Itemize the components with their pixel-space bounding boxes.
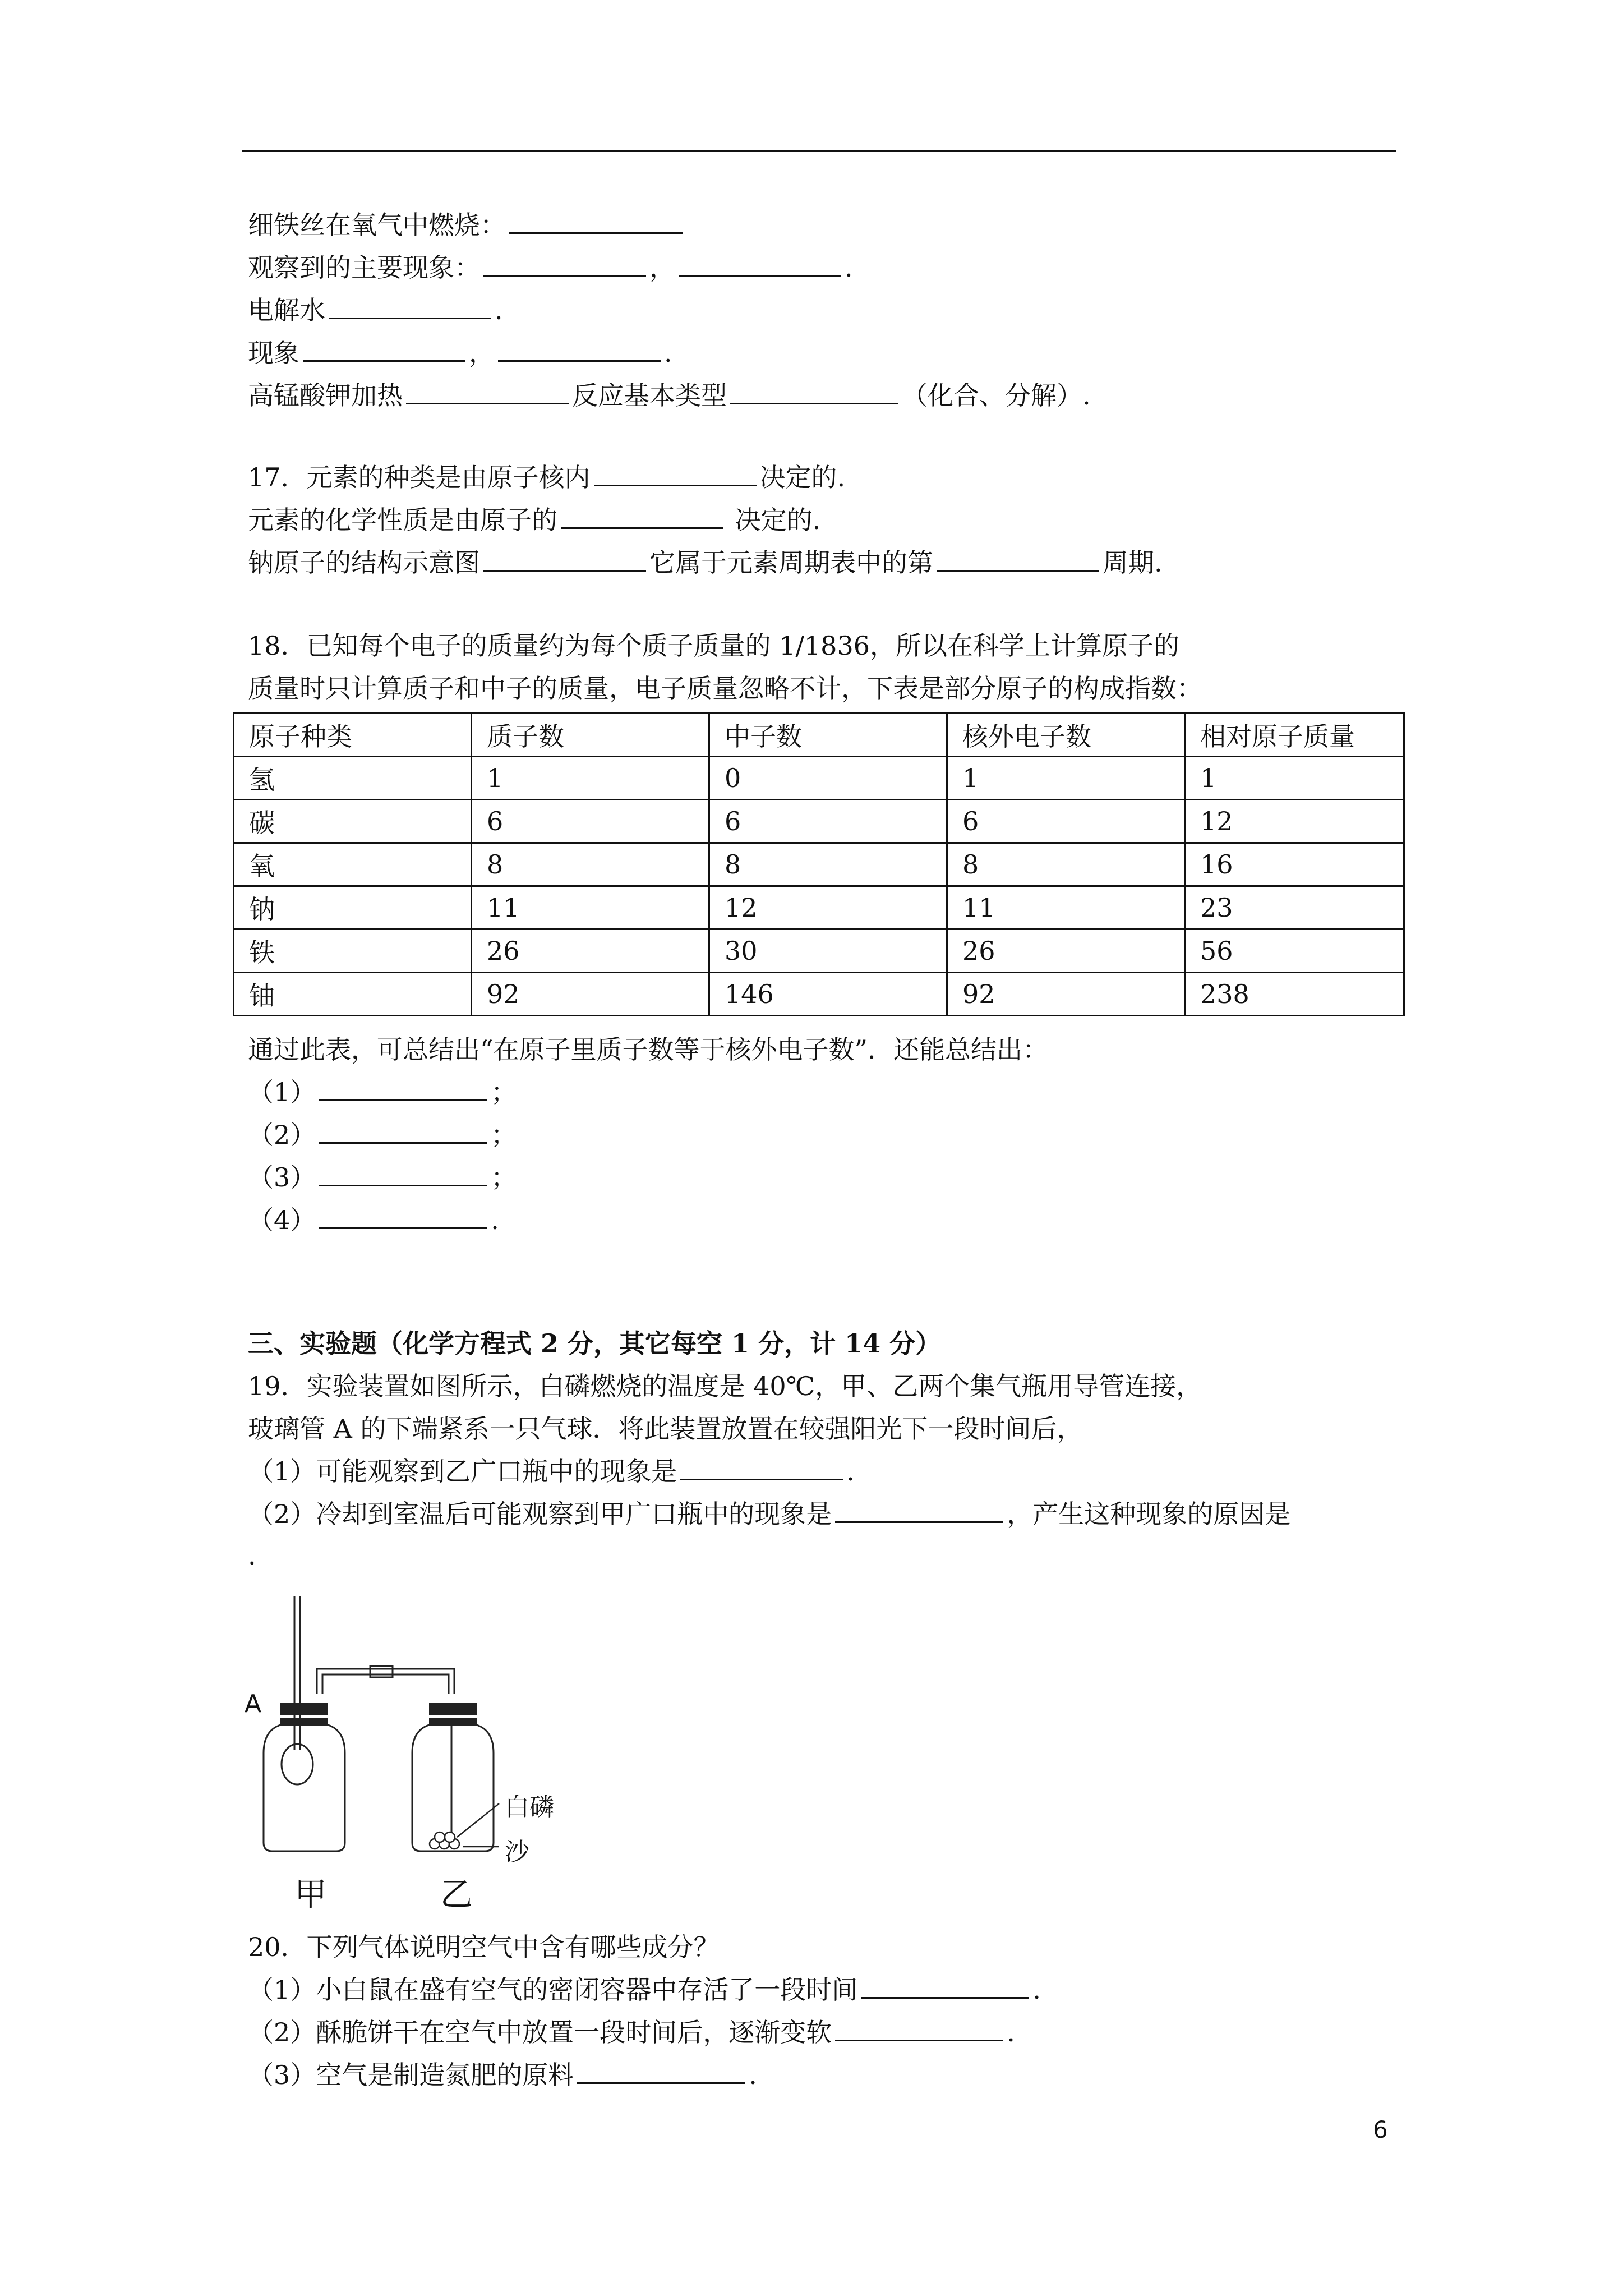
q18-item-3: （3） ； [248, 1160, 517, 1195]
q18-item-1: （1） ； [248, 1075, 517, 1110]
balloon [282, 1744, 313, 1784]
table-cell: 26 [472, 930, 709, 973]
answer-blank[interactable] [483, 545, 646, 572]
white-phosphorus [430, 1832, 459, 1849]
q17-line3: 钠原子的结构示意图 它属于元素周期表中的第 周期. [248, 545, 1163, 580]
answer-blank[interactable] [594, 460, 757, 486]
label-jia: 甲 [294, 1875, 328, 1913]
table-cell: 钠 [234, 886, 472, 930]
line-observe: 观察到的主要现象： ， . [248, 250, 853, 285]
header-cell: 相对原子质量 [1185, 714, 1404, 757]
table-cell: 11 [472, 886, 709, 930]
answer-blank[interactable] [303, 335, 465, 362]
table-cell: 1 [472, 757, 709, 800]
line-kmno4: 高锰酸钾加热 反应基本类型 （化合、分解）. [248, 378, 1091, 413]
table-row [234, 930, 1404, 973]
answer-blank[interactable] [937, 545, 1099, 572]
table-row [234, 843, 1404, 886]
table-cell: 146 [709, 973, 947, 1016]
bottle-jia [264, 1725, 345, 1851]
q20-sub3: （3）空气是制造氮肥的原料 . [248, 2058, 757, 2092]
table-cell: 8 [472, 843, 709, 886]
q19-sub2: （2）冷却到室温后可能观察到甲广口瓶中的现象是 ，产生这种现象的原因是 [248, 1497, 1290, 1531]
table-cell: 1 [947, 757, 1185, 800]
table-row [234, 886, 1404, 930]
table-cell: 56 [1185, 930, 1404, 973]
q18-item-4: （4） . [248, 1203, 499, 1237]
label-sand: 沙 [505, 1838, 529, 1866]
answer-blank[interactable] [861, 1972, 1029, 1999]
stopper-yi [429, 1703, 477, 1715]
answer-blank[interactable] [319, 1203, 487, 1229]
table-cell: 238 [1185, 973, 1404, 1016]
table-cell: 30 [709, 930, 947, 973]
answer-blank[interactable] [835, 2015, 1003, 2041]
label-a: A [245, 1690, 262, 1718]
table-cell: 0 [709, 757, 947, 800]
answer-blank[interactable] [561, 503, 723, 529]
table-cell: 6 [709, 800, 947, 843]
apparatus-diagram [241, 1593, 589, 1913]
q17-line2: 元素的化学性质是由原子的 决定的. [248, 503, 820, 537]
table-header-row [234, 714, 1404, 757]
answer-blank[interactable] [329, 293, 491, 319]
q19-sub1: （1）可能观察到乙广口瓶中的现象是 . [248, 1454, 855, 1489]
answer-blank[interactable] [730, 378, 898, 404]
header-rule [242, 150, 1396, 152]
table-cell: 92 [472, 973, 709, 1016]
table-cell: 8 [709, 843, 947, 886]
answer-blank[interactable] [509, 208, 683, 234]
table-cell: 26 [947, 930, 1185, 973]
answer-blank[interactable] [835, 1497, 1003, 1523]
table-cell: 1 [1185, 757, 1404, 800]
q18-intro1: 18．已知每个电子的质量约为每个质子质量的 1/1836，所以在科学上计算原子的 [248, 631, 1179, 661]
q17-line1: 17．元素的种类是由原子核内 决定的. [248, 460, 845, 495]
stopper-jia [280, 1703, 328, 1715]
q19-sub2-end: . [248, 1540, 256, 1571]
answer-blank[interactable] [319, 1117, 487, 1144]
label-white-phosphorus: 白磷 [505, 1793, 554, 1821]
answer-blank[interactable] [319, 1075, 487, 1101]
answer-blank[interactable] [483, 250, 646, 277]
q18-intro2: 质量时只计算质子和中子的质量，电子质量忽略不计，下表是部分原子的构成指数： [248, 673, 1202, 703]
q19-intro1: 19．实验装置如图所示，白磷燃烧的温度是 40℃，甲、乙两个集气瓶用导管连接， [248, 1371, 1202, 1401]
line-phenomenon: 现象 ， . [248, 335, 672, 370]
header-cell: 核外电子数 [947, 714, 1185, 757]
table-cell: 铀 [234, 973, 472, 1016]
table-row [234, 800, 1404, 843]
page-number: 6 [1373, 2116, 1388, 2143]
table-cell: 6 [947, 800, 1185, 843]
table-cell: 碳 [234, 800, 472, 843]
header-cell: 质子数 [472, 714, 709, 757]
table-cell: 铁 [234, 930, 472, 973]
table-row [234, 757, 1404, 800]
q19-intro2: 玻璃管 A 的下端紧系一只气球．将此装置放置在较强阳光下一段时间后， [248, 1414, 1083, 1444]
table-cell: 12 [1185, 800, 1404, 843]
table-cell: 92 [947, 973, 1185, 1016]
answer-blank[interactable] [498, 335, 661, 362]
table-cell: 11 [947, 886, 1185, 930]
q18-summary: 通过此表，可总结出“在原子里质子数等于核外电子数”．还能总结出： [248, 1034, 1049, 1065]
table-cell: 氢 [234, 757, 472, 800]
table-cell: 氧 [234, 843, 472, 886]
answer-blank[interactable] [679, 250, 841, 277]
header-cell: 原子种类 [234, 714, 472, 757]
atom-composition-table [233, 712, 1405, 1016]
q20-intro: 20．下列气体说明空气中含有哪些成分？ [248, 1932, 720, 1962]
q20-sub2: （2）酥脆饼干在空气中放置一段时间后，逐渐变软 . [248, 2015, 1015, 2050]
table-cell: 6 [472, 800, 709, 843]
section-heading: 三、实验题（化学方程式 2 分，其它每空 1 分，计 14 分） [248, 1328, 942, 1359]
table-cell: 16 [1185, 843, 1404, 886]
table-cell: 8 [947, 843, 1185, 886]
q18-item-2: （2） ； [248, 1117, 517, 1152]
label-yi: 乙 [440, 1875, 473, 1913]
table-cell: 23 [1185, 886, 1404, 930]
answer-blank[interactable] [680, 1454, 843, 1480]
answer-blank[interactable] [406, 378, 569, 404]
header-cell: 中子数 [709, 714, 947, 757]
bottle-yi [412, 1725, 494, 1851]
apparatus-figure [241, 1593, 589, 1913]
line-iron-burn: 细铁丝在氧气中燃烧： [248, 208, 686, 242]
table-cell: 12 [709, 886, 947, 930]
q20-sub1: （1）小白鼠在盛有空气的密闭容器中存活了一段时间 . [248, 1972, 1041, 2007]
answer-blank[interactable] [577, 2058, 745, 2084]
table-row [234, 973, 1404, 1016]
line-electrolysis: 电解水 . [248, 293, 503, 328]
answer-blank[interactable] [319, 1160, 487, 1186]
